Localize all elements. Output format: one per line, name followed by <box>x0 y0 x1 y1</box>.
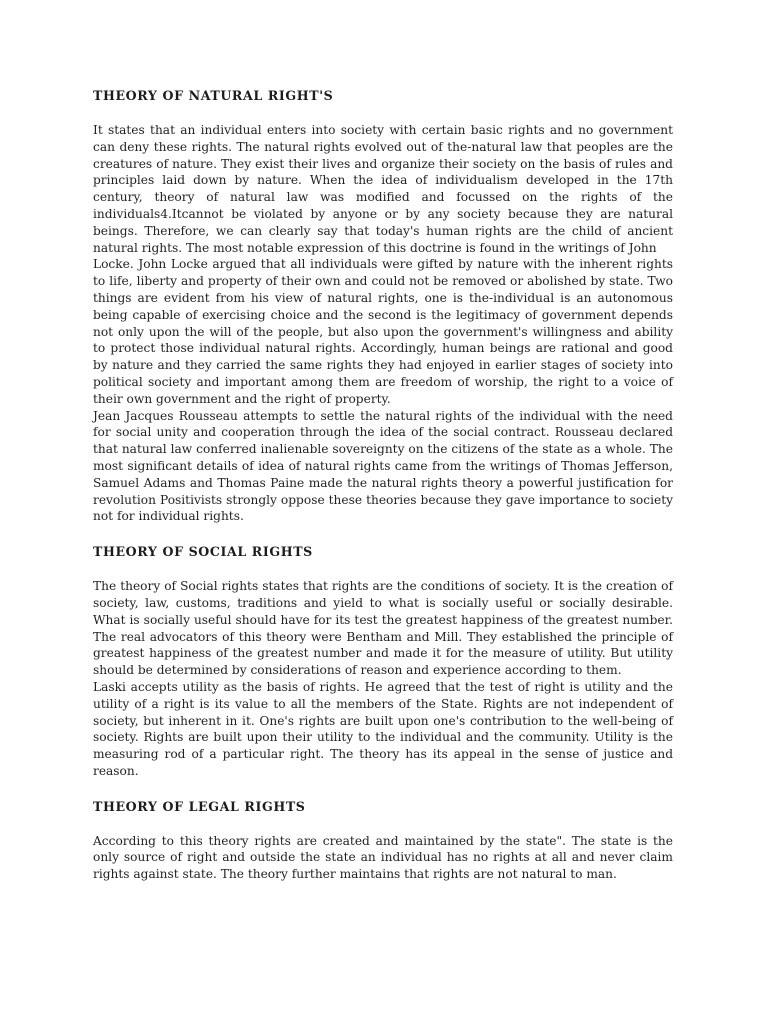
section-legal-rights <box>93 799 673 883</box>
document-page <box>93 88 673 883</box>
paragraph: Laski accepts utility as the basis of rights. He agreed that the test of right is utility and the utility of a right is its value to all the members of the State. Rights are not independent of society, but inherent in it. One's rights are built upon one's contribution to the well-being of society. Rights are built upon their utility to the individual and the community. Utility is the measuring rod of a particular right. The theory has its appeal in the sense of justice and reason. <box>93 679 673 778</box>
paragraph: It states that an individual enters into society with certain basic rights and no government can deny these rights. The natural rights evolved out of the-natural law that peoples are the creatures of nature. They exist their lives and organize their society on the basis of rules and principles laid down by nature. When the idea of individualism developed in the 17th century, theory of natural law was modified and focussed on the rights of the individuals4.Itcannot be violated by anyone or by any society because they are natural beings. Therefore, we can clearly say that today's human rights are the child of ancient natural rights. The most notable expression of this doctrine is found in the writings of John <box>93 123 673 255</box>
paragraph: Locke. John Locke argued that all individuals were gifted by nature with the inherent rights to life, liberty and property of their own and could not be removed or abolished by state. Two things are evident from his view of natural rights, one is the-individual is an autonomous being capable of exercising choice and the second is the legitimacy of government depends not only upon the will of the people, but also upon the government's willingness and ability to protect those individual natural rights. Accordingly, human beings are rational and good by nature and they carried the same rights they had enjoyed in earlier stages of society into political society and important among them are freedom of worship, the right to a voice of their own government and the right of property. <box>93 257 673 406</box>
paragraph: The theory of Social rights states that rights are the conditions of society. It is the creation of society, law, customs, traditions and yield to what is socially useful or socially desirable. What is socially useful should have for its test the greatest happiness of the greatest number. The real advocators of this theory were Bentham and Mill. They established the principle of greatest happiness of the greatest number and made it for the measure of utility. But utility should be determined by considerations of reason and experience according to them. <box>93 579 673 678</box>
paragraph: Jean Jacques Rousseau attempts to settle the natural rights of the individual with the need for social unity and cooperation through the idea of the social contract. Rousseau declared that natural law conferred inalienable sovereignty on the citizens of the state as a whole. The most significant details of idea of natural rights came from the writings of Thomas Jefferson, Samuel Adams and Thomas Paine made the natural rights theory a powerful justification for revolution Positivists strongly oppose these theories because they gave importance to society not for individual rights. <box>93 408 673 524</box>
section-heading: THEORY OF SOCIAL RIGHTS <box>93 544 313 560</box>
paragraph: According to this theory rights are created and maintained by the state". The state is the only source of right and outside the state an individual has no rights at all and never claim rights against state. The theory further maintains that rights are not natural to man. <box>93 833 673 882</box>
section-heading: THEORY OF NATURAL RIGHT'S <box>93 88 334 103</box>
section-social-rights <box>93 544 673 780</box>
section-natural-rights <box>93 88 673 525</box>
section-heading: THEORY OF LEGAL RIGHTS <box>93 798 306 814</box>
